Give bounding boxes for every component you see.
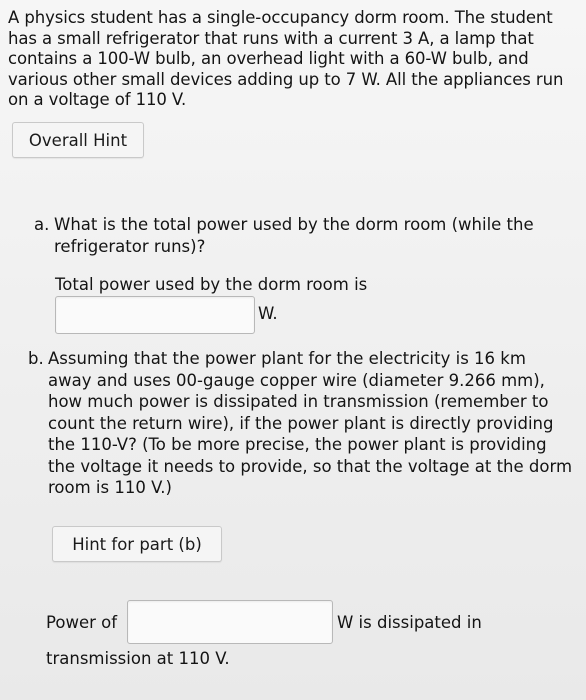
part-b-question — [28, 348, 573, 499]
overall-hint-button[interactable]: Overall Hint — [12, 122, 144, 158]
part-a-question-text: What is the total power used by the dorm room (while the refrigerator runs)? — [54, 215, 534, 256]
problem-statement: A physics student has a single-occupancy dorm room. The student has a small refrigerator that runs with a current 3 A, a lamp that contains a 100-W bulb, an overhead light with a 60-W bulb, and various other small devices adding up to 7 W. All the appliances run on a voltage of 110 V. — [8, 8, 564, 109]
part-a-prompt: Total power used by the dorm room is — [55, 275, 368, 294]
part-a-question — [34, 214, 564, 257]
hint-part-b-button[interactable]: Hint for part (b) — [52, 526, 222, 562]
part-a-marker: a. — [34, 215, 50, 234]
part-b-suffix-line2: transmission at 110 V. — [46, 649, 230, 668]
part-b-answer-input[interactable] — [127, 600, 333, 644]
part-a-unit: W. — [258, 304, 278, 323]
part-b-marker: b. — [28, 349, 44, 368]
part-a-answer-input[interactable] — [55, 296, 255, 334]
part-b-prefix: Power of — [46, 613, 118, 632]
part-b-question-text: Assuming that the power plant for the electricity is 16 km away and uses 00-gauge copper wire (diameter 9.266 mm), how much power is dissipated in transmission (remember to count the return wire), if the power plant is directly providing the 110-V? (To be more precise, the power plant is providing the voltage it needs to provide, so that the voltage at the dorm room is 110 V.) — [48, 349, 573, 497]
part-b-suffix: W is dissipated in — [337, 613, 482, 632]
